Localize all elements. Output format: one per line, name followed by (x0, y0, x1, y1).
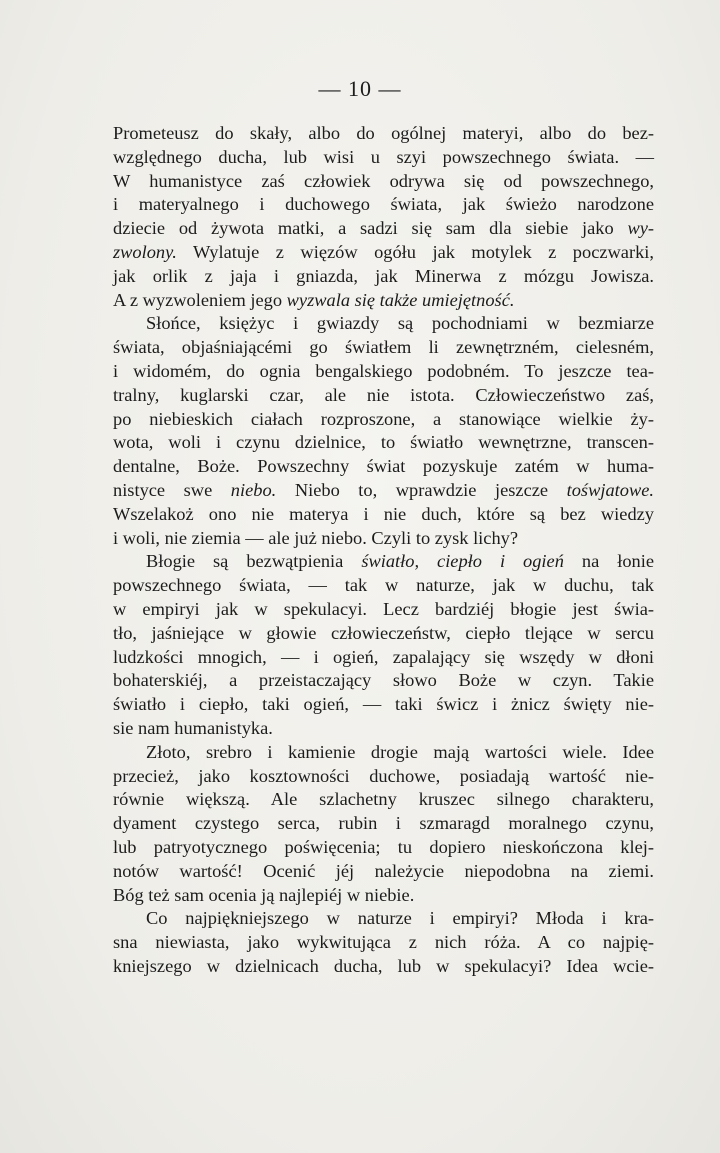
text-line (113, 241, 654, 265)
text-line (113, 741, 654, 765)
text-line (113, 217, 654, 241)
text-line (113, 431, 654, 455)
text-line (113, 598, 654, 622)
text-line (113, 836, 654, 860)
line-text: tralny, kuglarski czar, ale nie istota. Człowieczeństwo zaś, (113, 384, 654, 405)
text-line (113, 788, 654, 812)
text-line (113, 193, 654, 217)
text-line (113, 860, 654, 884)
line-text: nistyce swe (113, 479, 231, 500)
page-number: — 10 — (318, 76, 402, 101)
line-text: równie większą. Ale szlachetny kruszec silnego charakteru, (113, 789, 654, 810)
text-line (113, 550, 654, 574)
line-text: Prometeusz do skały, albo do ogólnej materyi, albo do bez- (113, 123, 654, 143)
italic-text: tośwjatowe. (566, 479, 654, 500)
text-line (113, 146, 654, 170)
line-text: ludzkości mnogich, — i ogień, zapalający się wszędy w dłoni (113, 646, 654, 667)
line-text: i materyalnego i duchowego świata, jak świeżo narodzone (113, 194, 654, 215)
line-text: Bóg też sam ocenia ją najlepiéj w niebie. (113, 884, 415, 905)
line-text: na łonie (563, 551, 654, 572)
line-text: wota, woli i czynu dzielnice, to światło wewnętrzne, transcen- (113, 432, 654, 453)
text-line (113, 479, 654, 503)
text-line (113, 265, 654, 289)
text-line (113, 622, 654, 646)
text-line (113, 408, 654, 432)
text-line (113, 312, 654, 336)
line-text: w empiryi jak w spekulacyi. Lecz bardziéj błogie jest świa- (113, 598, 654, 619)
line-text: jak orlik z jaja i gniazda, jak Minerwa z mózgu Jowisza. (113, 265, 654, 286)
text-line (113, 812, 654, 836)
line-text: sna niewiasta, jako wykwitująca z nich róża. A co najpię- (113, 932, 654, 953)
line-text: dziecie od żywota matki, a sadzi się sam dla siebie jako (113, 218, 628, 239)
body-text (113, 122, 654, 979)
line-text: powszechnego świata, — tak w naturze, jak w duchu, tak (113, 575, 654, 596)
italic-text: zwolony. (113, 241, 177, 262)
line-text: Niebo to, wprawdzie jeszcze (276, 479, 567, 500)
text-line (113, 669, 654, 693)
line-text: dyament czystego serca, rubin i szmaragd moralnego czynu, (113, 813, 654, 834)
text-line (113, 289, 654, 313)
line-text: po niebieskich ciałach rozproszone, a stanowiące wielkie ży- (113, 408, 654, 429)
text-line (113, 170, 654, 194)
text-line (113, 574, 654, 598)
italic-text: wyzwala się także umiejętność. (286, 289, 515, 310)
italic-text: światło, ciepło i ogień (361, 551, 564, 572)
line-text: Złoto, srebro i kamienie drogie mają wartości wiele. Idee (146, 741, 654, 762)
line-text: tło, jaśniejące w głowie człowieczeństw, ciepło tlejące w sercu (113, 622, 654, 643)
line-text: względnego ducha, lub wisi u szyi powszechnego świata. — (113, 146, 654, 167)
text-line (113, 955, 654, 979)
line-text: Słońce, księżyc i gwiazdy są pochodniami w bezmiarze (146, 313, 654, 334)
line-text: Wylatuje z więzów ogółu jak motylek z poczwarki, (176, 241, 654, 262)
line-text: kniejszego w dzielnicach ducha, lub w spekulacyi? Idea wcie- (113, 955, 654, 976)
line-text: świata, objaśniającémi go światłem li zewnętrzném, cielesném, (113, 337, 654, 358)
line-text: i woli, nie ziemia — ale już niebo. Czyli to zysk lichy? (113, 527, 518, 548)
line-text: sie nam humanistyka. (113, 717, 273, 738)
italic-text: wy- (627, 218, 654, 239)
line-text: światło i ciepło, taki ogień, — taki świcz i żnicz święty nie- (113, 694, 654, 715)
text-line (113, 527, 654, 551)
line-text: A z wyzwoleniem jego (113, 289, 287, 310)
line-text: notów wartość! Ocenić jéj należycie niepodobna na ziemi. (113, 860, 654, 881)
text-line (113, 336, 654, 360)
line-text: bohaterskiéj, a przeistaczający słowo Boże w czyn. Takie (113, 670, 654, 691)
line-text: Błogie są bezwątpienia (146, 551, 362, 572)
line-text: i widomém, do ognia bengalskiego podobném. To jeszcze tea- (113, 360, 654, 381)
line-text: Co najpiękniejszego w naturze i empiryi? Młoda i kra- (146, 908, 654, 929)
text-line (113, 360, 654, 384)
text-line (113, 765, 654, 789)
text-line (113, 717, 654, 741)
line-text: W humanistyce zaś człowiek odrywa się od powszechnego, (113, 170, 654, 191)
text-line (113, 384, 654, 408)
text-line (113, 931, 654, 955)
italic-text: niebo. (230, 479, 277, 500)
text-line (113, 646, 654, 670)
line-text: przecież, jako kosztowności duchowe, posiadają wartość nie- (113, 765, 654, 786)
text-line (113, 884, 654, 908)
text-line (113, 455, 654, 479)
text-line (113, 693, 654, 717)
text-line (113, 122, 654, 146)
line-text: dentalne, Boże. Powszechny świat pozyskuje zatém w huma- (113, 456, 654, 477)
line-text: Wszelakoż ono nie materya i nie duch, które są bez wiedzy (113, 503, 654, 524)
line-text: lub patryotycznego poświęcenia; tu dopiero nieskończona klej- (113, 836, 654, 857)
text-line (113, 907, 654, 931)
text-line (113, 503, 654, 527)
